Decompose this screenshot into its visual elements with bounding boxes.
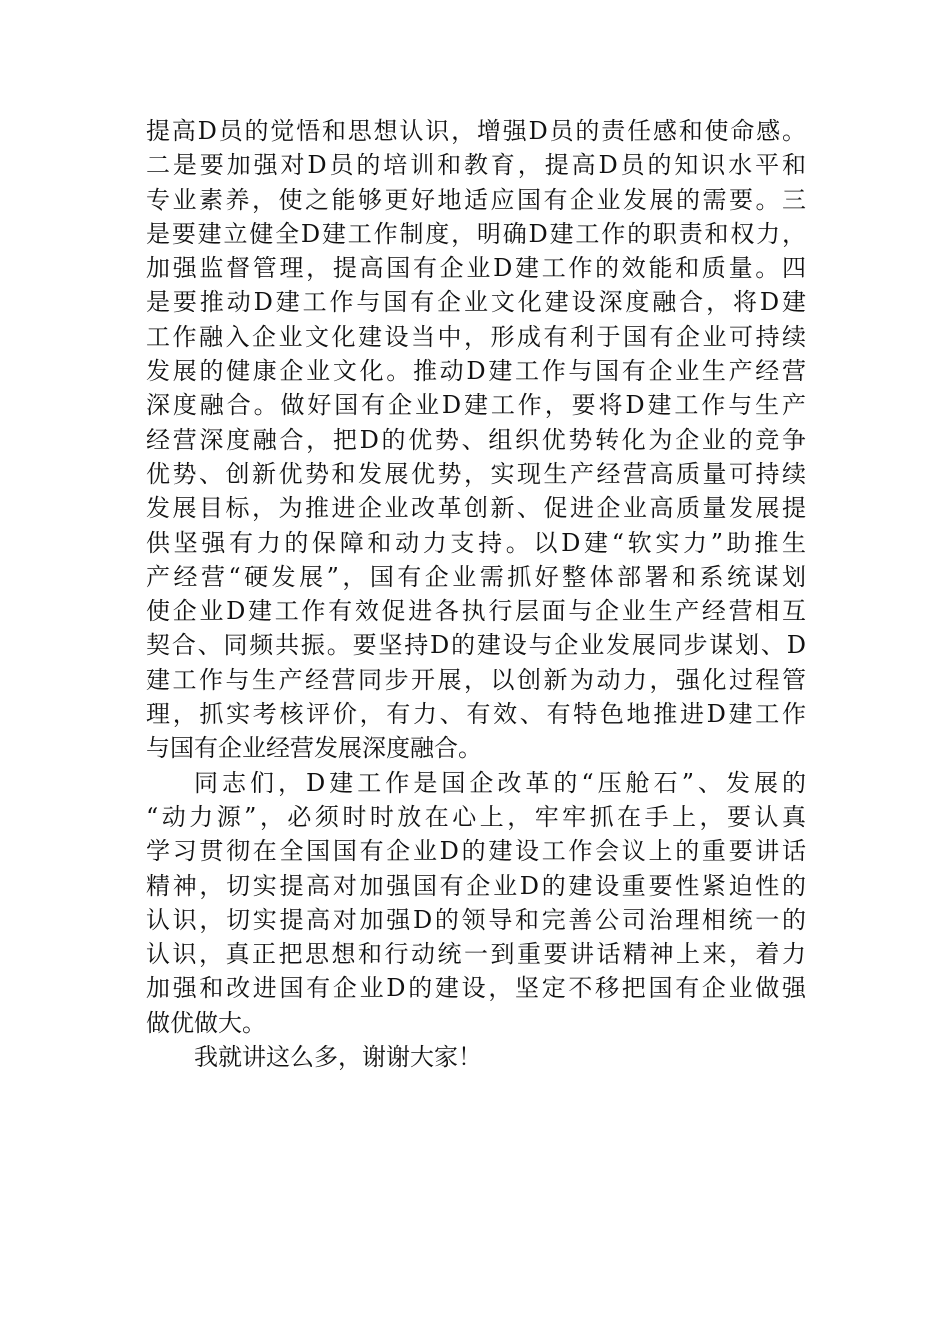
text-line: 深度融合。做好国有企业D建工作，要将D建工作与生产 [146,391,806,420]
text-line: 理，抓实考核评价，有力、有效、有特色地推进D建工作 [146,700,806,729]
text-line: 供坚强有力的保障和动力支持。以D建“软实力”助推生 [146,528,806,557]
text-line: “动力源”，必须时时放在心上，牢牢抓在手上，要认真 [146,802,806,831]
text-line: 精神，切实提高对加强国有企业D的建设重要性紧迫性的 [146,871,806,900]
text-line: 提高D员的觉悟和思想认识，增强D员的责任感和使命感。 [146,117,806,145]
text-line: 产经营“硬发展”，国有企业需抓好整体部署和系统谋划 [146,562,806,591]
text-line: 建工作与生产经营同步开展，以创新为动力，强化过程管 [146,665,806,694]
text-line: 专业素养，使之能够更好地适应国有企业发展的需要。三 [146,185,806,214]
text-line: 发展目标，为推进企业改革创新、促进企业高质量发展提 [146,494,806,523]
text-line: 同志们，D建工作是国企改革的“压舱石”、发展的 [194,768,806,797]
text-line: 发展的健康企业文化。推动D建工作与国有企业生产经营 [146,357,806,386]
text-line: 是要推动D建工作与国有企业文化建设深度融合，将D建 [146,288,806,317]
paragraph-comrades [146,766,806,1040]
text-line: 契合、同频共振。要坚持D的建设与企业发展同步谋划、D [146,631,806,660]
text-line: 是要建立健全D建工作制度，明确D建工作的职责和权力， [146,219,806,248]
text-line: 认识，切实提高对加强D的领导和完善公司治理相统一的 [146,905,806,934]
text-line: 加强监督管理，提高国有企业D建工作的效能和质量。四 [146,254,806,283]
text-line: 学习贯彻在全国国有企业D的建设工作会议上的重要讲话 [146,837,806,866]
text-line: 加强和改进国有企业D的建设，坚定不移把国有企业做强 [146,974,806,1003]
text-line: 做优做大。 [146,1008,266,1037]
paragraph-closing [146,1040,806,1074]
text-line: 优势、创新优势和发展优势，实现生产经营高质量可持续 [146,459,806,488]
text-line: 认识，真正把思想和行动统一到重要讲话精神上来，着力 [146,940,806,969]
text-line: 工作融入企业文化建设当中，形成有利于国有企业可持续 [146,322,806,351]
text-line: 与国有企业经营发展深度融合。 [146,734,482,763]
text-line: 二是要加强对D员的培训和教育，提高D员的知识水平和 [146,151,806,180]
text-line: 经营深度融合，把D的优势、组织优势转化为企业的竞争 [146,425,806,454]
closing-line: 我就讲这么多，谢谢大家！ [194,1043,482,1072]
text-line: 使企业D建工作有效促进各执行层面与企业生产经营相互 [146,597,806,626]
paragraph-party-building [146,114,806,766]
speech-body [146,114,806,1074]
